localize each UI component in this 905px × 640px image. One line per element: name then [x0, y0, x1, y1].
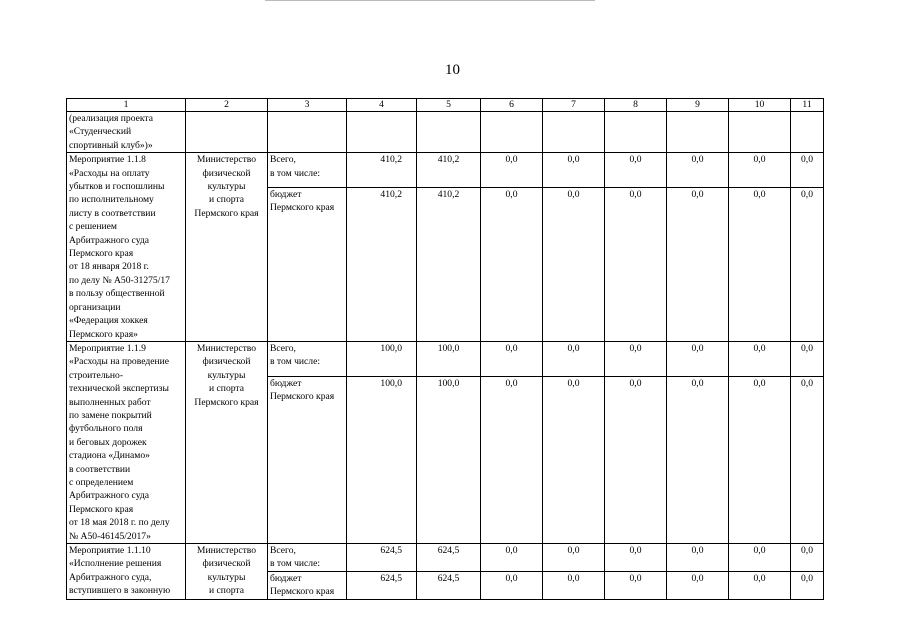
value-cell: 0,0 — [605, 571, 667, 599]
measure-name-continuation: (реализация проекта «Студенческий спортивный клуб»)» — [67, 112, 186, 153]
continuation-row — [67, 112, 824, 153]
value-cell: 0,0 — [791, 377, 824, 544]
value-cell: 0,0 — [667, 187, 729, 341]
value-cell: 410,2 — [347, 187, 417, 341]
value-cell: 0,0 — [543, 544, 605, 572]
value-cell: 0,0 — [543, 153, 605, 188]
measure-name: Мероприятие 1.1.10 «Исполнение решения Арбитражного суда, вступившего в законную — [67, 544, 186, 600]
value-cell: 0,0 — [543, 377, 605, 544]
empty-cell — [543, 112, 605, 153]
page-number: 10 — [445, 62, 460, 78]
header-cell: 7 — [543, 99, 605, 112]
value-cell: 0,0 — [481, 341, 543, 376]
value-cell: 0,0 — [791, 544, 824, 572]
value-cell: 100,0 — [347, 341, 417, 376]
value-cell: 0,0 — [729, 341, 791, 376]
value-cell: 0,0 — [605, 153, 667, 188]
empty-cell — [605, 112, 667, 153]
value-cell: 0,0 — [605, 341, 667, 376]
measure-name: Мероприятие 1.1.8 «Расходы на оплату убытков и госпошлины по исполнительному листу в соответствии с решением Арбитражного суда Пермского края от 18 января 2018 г. по делу № А50-31275/17 в пользу общественной организации «Федерация хоккея Пермского края» — [67, 153, 186, 342]
empty-cell — [791, 112, 824, 153]
value-cell: 0,0 — [605, 544, 667, 572]
value-cell: 0,0 — [543, 571, 605, 599]
value-cell: 0,0 — [729, 544, 791, 572]
value-cell: 410,2 — [417, 153, 481, 188]
funding-source: Всего, в том числе: — [268, 544, 347, 572]
header-cell: 9 — [667, 99, 729, 112]
value-cell: 100,0 — [417, 341, 481, 376]
value-cell: 0,0 — [481, 377, 543, 544]
value-cell: 0,0 — [729, 377, 791, 544]
value-cell: 0,0 — [791, 187, 824, 341]
header-cell: 3 — [268, 99, 347, 112]
header-cell: 5 — [417, 99, 481, 112]
measure-executor: Министерство физической культуры и спорта — [186, 544, 268, 600]
value-cell: 0,0 — [605, 377, 667, 544]
header-row — [67, 99, 824, 112]
value-cell: 0,0 — [729, 153, 791, 188]
empty-cell — [729, 112, 791, 153]
value-cell: 0,0 — [667, 341, 729, 376]
empty-cell — [347, 112, 417, 153]
value-cell: 624,5 — [347, 544, 417, 572]
value-cell: 0,0 — [543, 187, 605, 341]
budget-table — [66, 98, 824, 600]
value-cell: 624,5 — [417, 571, 481, 599]
measure-executor: Министерство физической культуры и спорта Пермского края — [186, 153, 268, 342]
value-cell: 0,0 — [791, 571, 824, 599]
value-cell: 0,0 — [605, 187, 667, 341]
value-cell: 0,0 — [729, 187, 791, 341]
value-cell: 0,0 — [791, 341, 824, 376]
measure-name: Мероприятие 1.1.9 «Расходы на проведение строительно- технической экспертизы выполненных работ по замене покрытий футбольного поля и беговых дорожек стадиона «Динамо» в соответствии с определением Арбитражного суда Пермского края от 18 мая 2018 г. по делу № А50-46145/2017» — [67, 341, 186, 543]
funding-source: бюджет Пермского края — [268, 377, 347, 544]
header-cell: 2 — [186, 99, 268, 112]
header-cell: 11 — [791, 99, 824, 112]
measure-total-row — [67, 341, 824, 376]
empty-cell — [481, 112, 543, 153]
empty-cell — [268, 112, 347, 153]
value-cell: 0,0 — [481, 544, 543, 572]
value-cell: 0,0 — [481, 187, 543, 341]
value-cell: 624,5 — [417, 544, 481, 572]
measure-total-row — [67, 153, 824, 188]
measure-executor: Министерство физической культуры и спорта Пермского края — [186, 341, 268, 543]
value-cell: 410,2 — [417, 187, 481, 341]
scan-edge-line — [265, 0, 595, 1]
value-cell: 0,0 — [791, 153, 824, 188]
value-cell: 0,0 — [667, 377, 729, 544]
value-cell: 100,0 — [347, 377, 417, 544]
value-cell: 0,0 — [481, 571, 543, 599]
value-cell: 0,0 — [667, 544, 729, 572]
funding-source: бюджет Пермского края — [268, 571, 347, 599]
value-cell: 410,2 — [347, 153, 417, 188]
value-cell: 0,0 — [729, 571, 791, 599]
empty-cell — [186, 112, 268, 153]
empty-cell — [417, 112, 481, 153]
header-cell: 10 — [729, 99, 791, 112]
measure-total-row — [67, 544, 824, 572]
header-cell: 1 — [67, 99, 186, 112]
header-cell: 6 — [481, 99, 543, 112]
empty-cell — [667, 112, 729, 153]
value-cell: 0,0 — [667, 571, 729, 599]
value-cell: 624,5 — [347, 571, 417, 599]
header-cell: 4 — [347, 99, 417, 112]
funding-source: бюджет Пермского края — [268, 187, 347, 341]
value-cell: 0,0 — [481, 153, 543, 188]
value-cell: 0,0 — [543, 341, 605, 376]
value-cell: 100,0 — [417, 377, 481, 544]
funding-source: Всего, в том числе: — [268, 153, 347, 188]
funding-source: Всего, в том числе: — [268, 341, 347, 376]
value-cell: 0,0 — [667, 153, 729, 188]
header-cell: 8 — [605, 99, 667, 112]
